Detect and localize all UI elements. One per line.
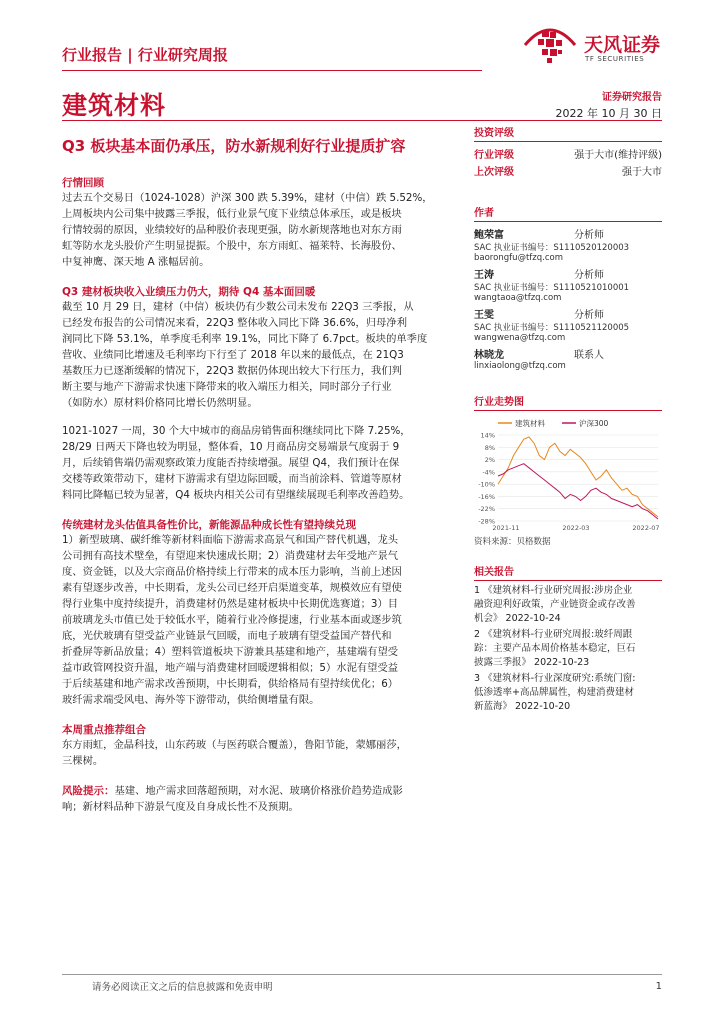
legend-label-0: 建筑材料 <box>515 419 545 428</box>
rating-heading: 投资评级 <box>474 124 662 142</box>
related-report[interactable]: 1 《建筑材料-行业研究周报:涉房企业 融资迎利好政策，产业链资金或存改善 机会》 2022-10-24 <box>474 585 636 624</box>
related-report[interactable]: 3 《建筑材料-行业深度研究:系统门窗: 低渗透率+高品牌属性，构建消费建材 新蓝海》 2022-10-20 <box>474 673 636 712</box>
trend-heading: 行业走势图 <box>474 393 662 411</box>
author-email[interactable]: wangtaoa@tfzq.com <box>474 293 562 303</box>
main-body <box>62 175 462 815</box>
header-rule <box>62 70 482 71</box>
author-email[interactable]: wangwena@tfzq.com <box>474 333 566 343</box>
report-category: 行业报告 | 行业研究周报 <box>62 46 228 64</box>
sidebar <box>474 124 662 714</box>
author-block: 王雯 分析师 SAC 执业证书编号：S1110521120005 wangwena@tfzq.com <box>474 306 662 343</box>
related-heading: 相关报告 <box>474 563 662 581</box>
logo-subtext: TF SECURITIES <box>585 55 645 63</box>
section-paragraph: 1021-1027 一周，30 个大中城市的商品房销售面积继续同比下降 7.25%， 28/29 日两天下降也较为明显，整体看，10 月商品房交易端景气度弱于 9 月，后续销售端仍需观察政策力度能否持续增强。展望 Q4，我们预计在保 交楼等政策带动下，建材下游需求有望边际回暖，而当前涂料、管道等原材 料同比降幅已较为显著，Q4 板块内相关公司有望继续展现毛利率改善趋势。 <box>62 425 411 501</box>
chart-source: 资料来源：贝格数据 <box>474 537 551 547</box>
logo-icon <box>520 20 580 70</box>
logo-text: 天风证券 <box>584 34 661 56</box>
section-heading: 本周重点推荐组合 <box>62 724 146 736</box>
x-tick-label: 2021-11 <box>492 524 520 532</box>
section-paragraph: 1）新型玻璃、碳纤维等新材料面临下游需求高景气和国产替代机遇，龙头 公司拥有高技术壁垒，有望迎来快速成长期；2）消费建材去年受地产景气 度、资金链，以及大宗商品价格持续上行带来的成本压力影响，当前上述因 素有望逐步改善，中长期看，龙头公司已经开启渠道变革，规模效应有望使 得行业集中度持续提升，消费建材仍然是建材板块中长期优选赛道；3）目 前玻璃龙头市值已处于较低水平，随着行业冷修提速，行业基本面或逐步筑 底，光伏玻璃有望受益产业链景气回暖，而电子玻璃有望受益国产替代和 折叠屏等新品放量；4）塑料管道板块下游兼具基建和地产，基建端有望受 益市政管网投资升温，地产端与消费建材回暖逻辑相似；5）水泥有望受益 于后续基建和地产需求改善预期，中长期看，供给格局有望持续优化；6） 玻纤需求端受风电、海外等下游带动，供给侧增量有限。 <box>62 534 402 706</box>
y-tick-label: 14% <box>480 431 495 440</box>
risk-heading: 风险提示： <box>62 785 115 797</box>
footer-rule <box>62 974 662 975</box>
rating-row: 行业评级 强于大市(维持评级) <box>474 150 662 161</box>
legend-label-1: 沪深300 <box>579 419 609 428</box>
page-number: 1 <box>655 981 662 992</box>
report-subtitle: Q3 板块基本面仍承压，防水新规利好行业提质扩容 <box>62 137 406 155</box>
y-tick-label: -22% <box>478 505 495 514</box>
y-tick-label: -4% <box>482 468 495 477</box>
y-tick-label: 8% <box>484 443 495 452</box>
y-tick-label: -16% <box>478 492 495 501</box>
report-date: 2022 年 10 月 30 日 <box>555 107 662 120</box>
rating-row: 上次评级 强于大市 <box>474 167 662 178</box>
trend-chart <box>474 415 662 533</box>
section-heading: Q3 建材板块收入业绩压力仍大，期待 Q4 基本面回暖 <box>62 286 316 298</box>
author-email[interactable]: baorongfu@tfzq.com <box>474 253 564 263</box>
section-paragraph: 过去五个交易日（1024-1028）沪深 300 跌 5.39%，建材（中信）跌 5.52%， 上周板块内公司集中披露三季报，低行业景气度下业绩总体承压，或是板块 行情较弱的原因，业绩较好的品种股价表现更强，防水新规落地也对东方雨 虹等防水龙头股价产生明显提振。个股中，东方雨虹、福莱特、长海股份、 中复神鹰、深天地 A 涨幅居前。 <box>62 192 433 268</box>
section-paragraph: 截至 10 月 29 日，建材（中信）板块仍有少数公司未发布 22Q3 三季报，从 已经发布报告的公司情况来看，22Q3 整体收入同比下降 36.6%，归母净利 润同比下降 53.1%，单季度毛利率 19.1%，同比下降了 6.7pct。板块的单季度 营收、业绩同比增速及毛利率均下行至了 2018 年以来的最低点，在 21Q3 基数压力已逐渐缓解的情况下，22Q3 数据仍体现出较大下行压力，我们判 断主要与地产下游需求快速下降带来的收入端压力相关，同时部分子行业 （如防水）原材料价格同比增长仍然明显。 <box>62 301 428 409</box>
author-block: 鲍荣富 分析师 SAC 执业证书编号：S1110520120003 baorongfu@tfzq.com <box>474 226 662 263</box>
risk-paragraph: 风险提示：基建、地产需求回落超预期，对水泥、玻璃价格涨价趋势造成影 响；新材料品种下游景气度及自身成长性不及预期。 <box>62 785 403 813</box>
footer-disclaimer: 请务必阅读正文之后的信息披露和免责申明 <box>92 982 273 993</box>
y-tick-label: 2% <box>484 456 495 465</box>
y-tick-label: -10% <box>478 480 495 489</box>
author-email[interactable]: linxiaolong@tfzq.com <box>474 361 566 371</box>
x-tick-label: 2022-07 <box>632 524 660 532</box>
section-heading: 传统建材龙头估值具备性价比，新能源品种成长性有望持续兑现 <box>62 519 356 531</box>
x-tick-label: 2022-03 <box>562 524 590 532</box>
y-tick-label: -28% <box>478 517 495 526</box>
title-rule <box>62 120 662 121</box>
page-title: 建筑材料 <box>62 91 167 120</box>
author-block: 王涛 分析师 SAC 执业证书编号：S1110521010001 wangtaoa@tfzq.com <box>474 266 662 303</box>
author-heading: 作者 <box>474 204 662 222</box>
author-block: 林晓龙 联系人 linxiaolong@tfzq.com <box>474 346 662 371</box>
section-paragraph: 东方雨虹，金晶科技，山东药玻（与医药联合覆盖），鲁阳节能，蒙娜丽莎， 三棵树。 <box>62 739 407 767</box>
series-line-0 <box>498 437 658 517</box>
section-heading: 行情回顾 <box>62 177 104 189</box>
report-type: 证券研究报告 <box>602 92 662 103</box>
related-report[interactable]: 2 《建筑材料-行业研究周报:玻纤周跟 踪：主要产品本周价格基本稳定，巨石 披露三季报》 2022-10-23 <box>474 629 636 668</box>
